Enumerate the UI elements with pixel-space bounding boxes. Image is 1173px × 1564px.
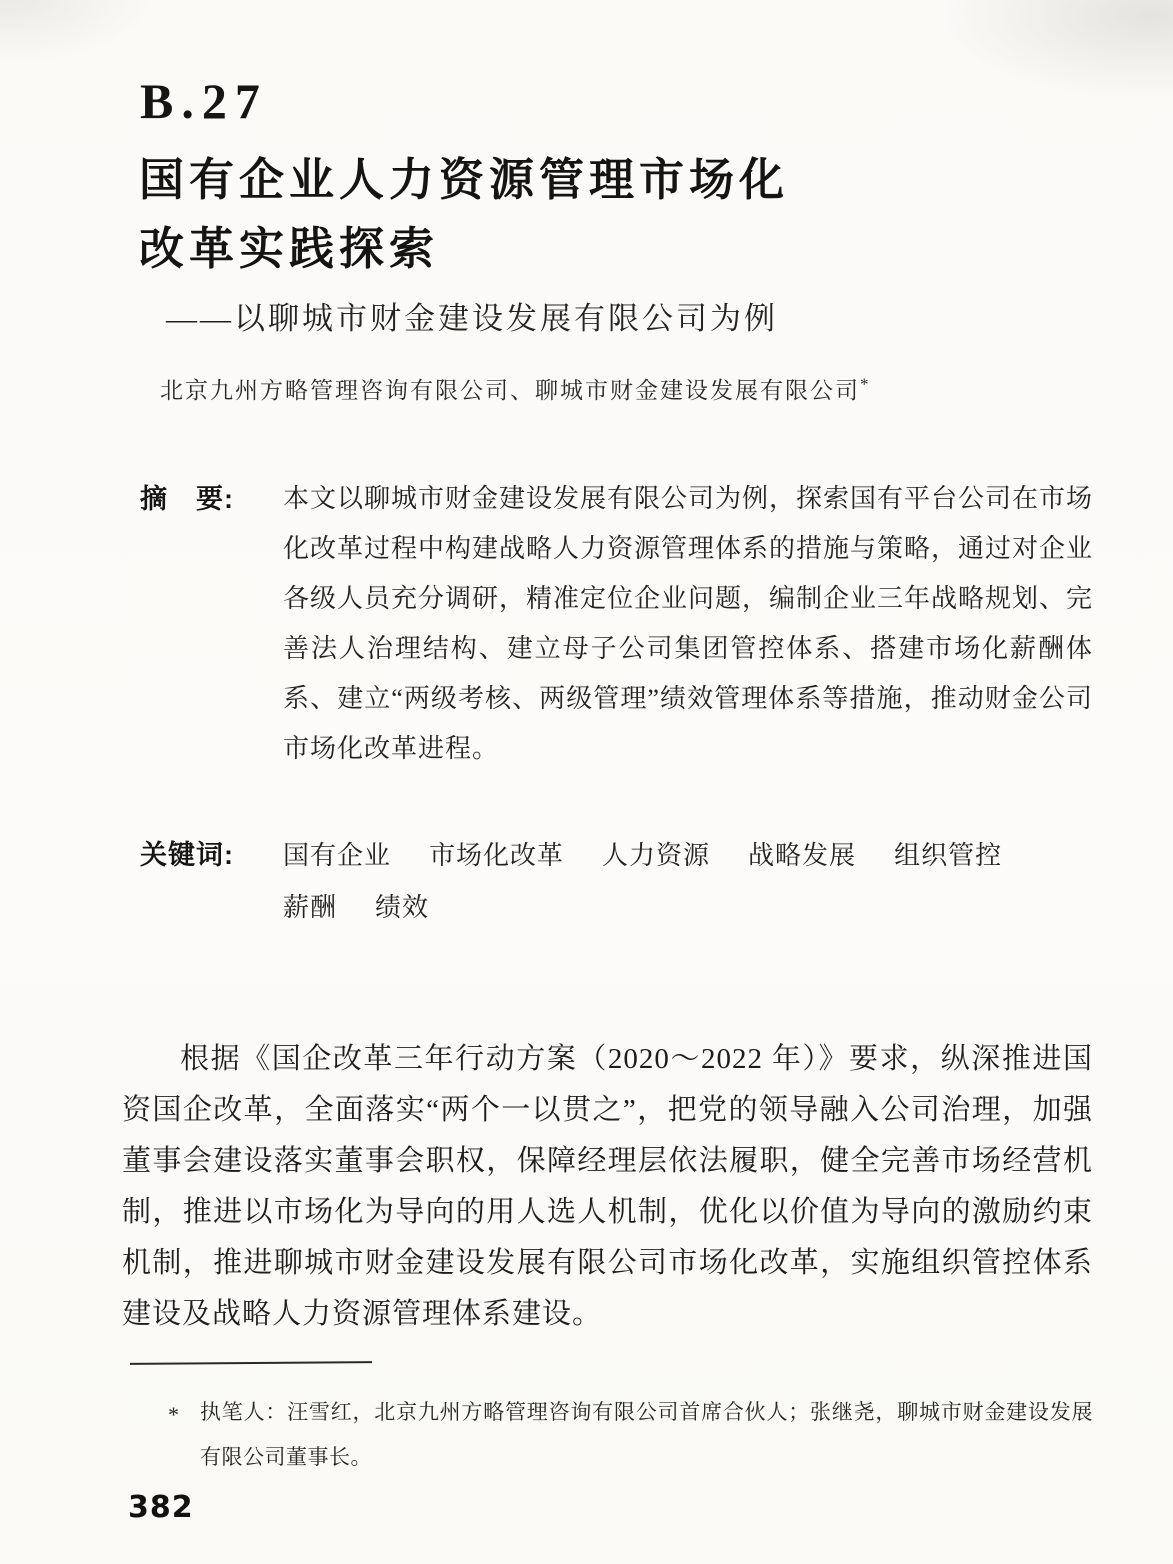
keywords-section: [140, 830, 1093, 934]
keyword-item: 战略发展: [748, 841, 857, 870]
authors-text: 北京九州方略管理咨询有限公司、聊城市财金建设发展有限公司: [160, 378, 860, 403]
keyword-item: 绩效: [375, 893, 430, 922]
page-number: 382: [128, 1490, 194, 1525]
keyword-item: 薪酬: [283, 893, 338, 922]
keyword-item: 市场化改革: [429, 841, 565, 870]
keywords-label: 关键词:: [140, 840, 234, 870]
keyword-item: 组织管控: [894, 841, 1003, 870]
abstract-label: 摘 要:: [140, 484, 234, 514]
footnote: [168, 1390, 1093, 1480]
abstract-text: 本文以聊城市财金建设发展有限公司为例，探索国有平台公司在市场化改革过程中构建战略人力资源管理体系的措施与策略，通过对企业各级人员充分调研，精准定位企业问题，编制企业三年战略规划、完善法人治理结构、建立母子公司集团管控体系、搭建市场化薪酬体系、建立“两级考核、两级管理”绩效管理体系等措施，推动财金公司市场化改革进程。: [283, 484, 1094, 763]
page-title-line1: 国有企业人力资源管理市场化: [139, 154, 790, 205]
chapter-number: B.27: [140, 73, 268, 129]
footnote-divider: [130, 1361, 372, 1365]
footnote-marker: *: [168, 1402, 179, 1427]
page-title-line2: 改革实践探索: [139, 223, 440, 274]
page-subtitle: ——以聊城市财金建设发展有限公司为例: [166, 301, 778, 336]
keywords-list: [283, 830, 1093, 934]
footnote-text: 执笔人：汪雪红，北京九州方略管理咨询有限公司首席合伙人；张继尧，聊城市财金建设发展有限公司董事长。: [200, 1400, 1093, 1469]
author-footnote-marker: *: [860, 374, 871, 394]
keyword-item: 国有企业: [283, 841, 392, 870]
authors-line: [160, 372, 871, 405]
keyword-item: 人力资源: [602, 841, 711, 870]
abstract-section: [140, 474, 1093, 774]
body-paragraph: 根据《国企改革三年行动方案（2020～2022 年）》要求，纵深推进国资国企改革，全面落实“两个一以贯之”，把党的领导融入公司治理，加强董事会建设落实董事会职权，保障经理层依法履职，健全完善市场经营机制，推进以市场化为导向的用人选人机制，优化以价值为导向的激励约束机制，推进聊城市财金建设发展有限公司市场化改革，实施组织管控体系建设及战略人力资源管理体系建设。: [122, 1043, 1093, 1330]
